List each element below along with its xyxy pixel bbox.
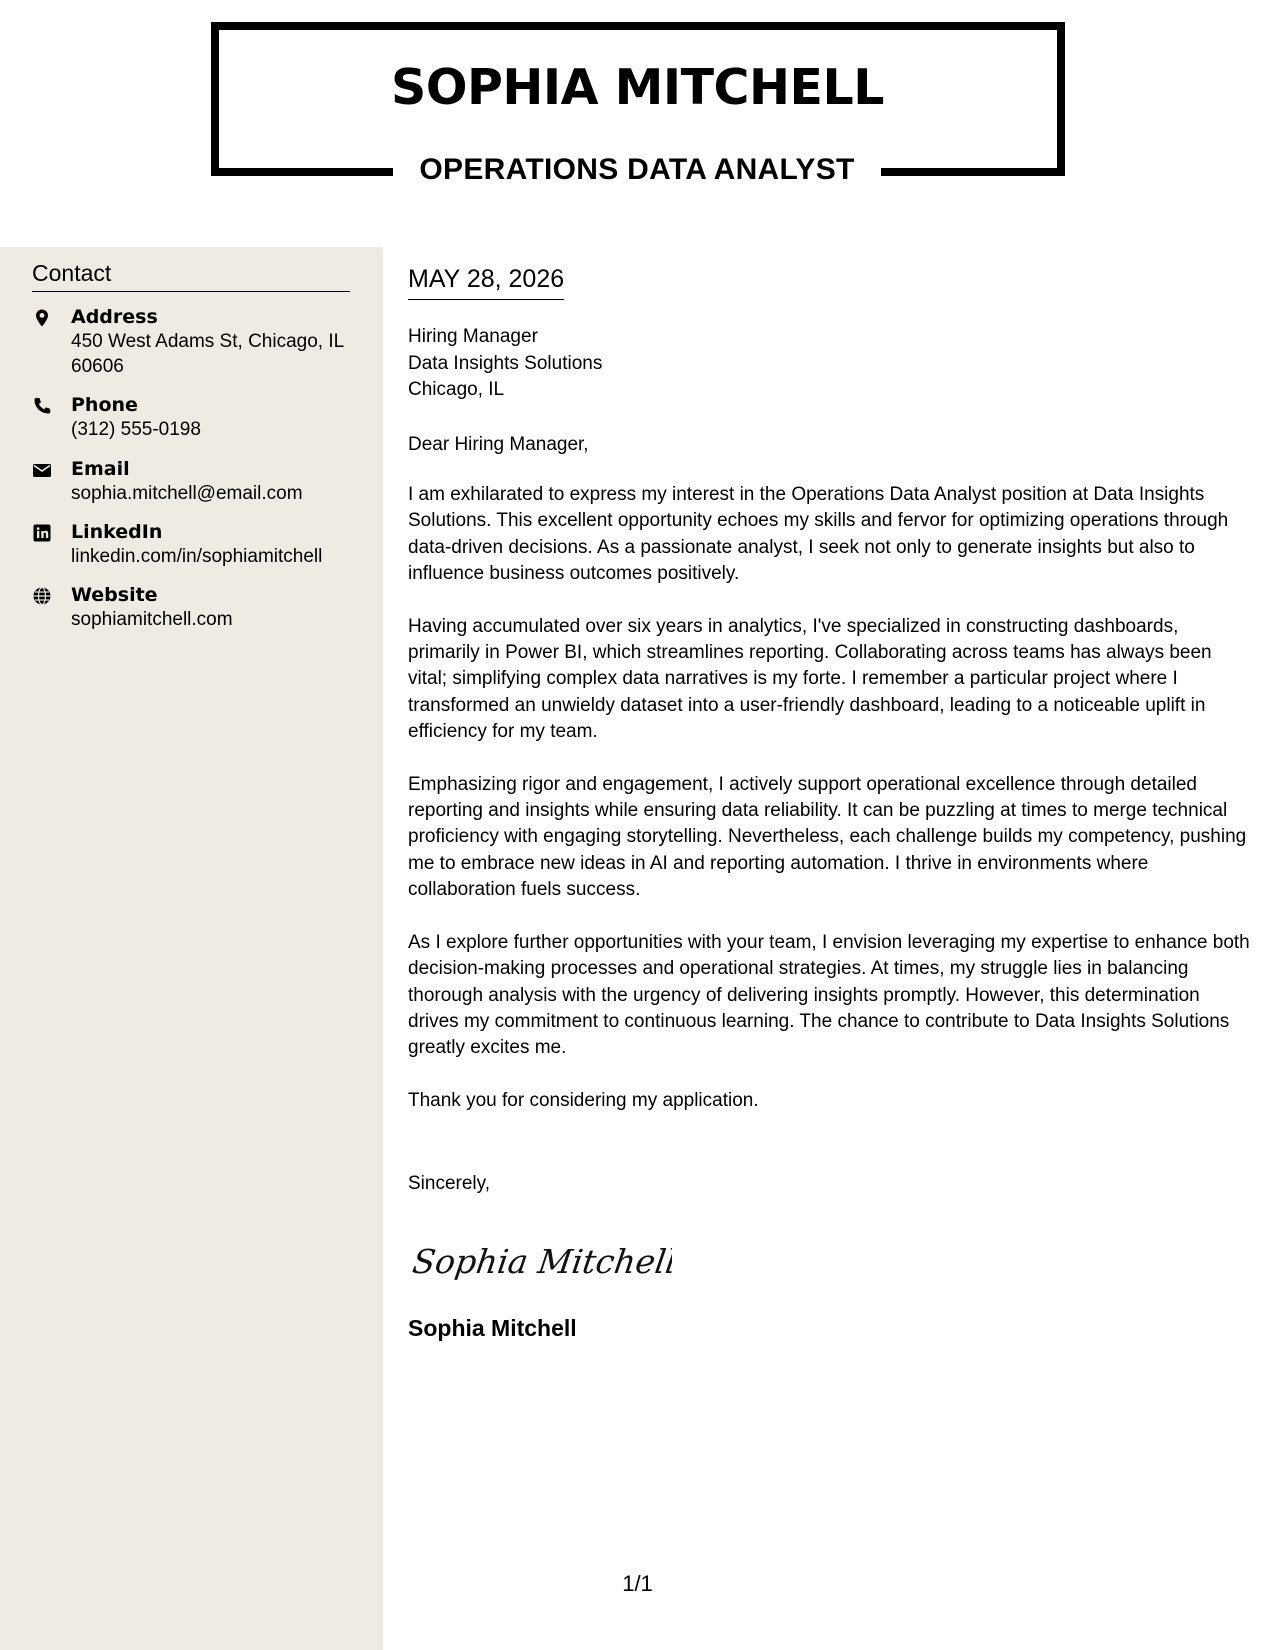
svg-text:Sophia Mitchell: Sophia Mitchell [412, 1242, 672, 1281]
closing: Sincerely, [408, 1173, 491, 1194]
handwritten-signature [412, 1225, 672, 1295]
page-number-text: 1/1 [622, 1571, 653, 1596]
contact-sidebar [0, 247, 383, 1650]
map-pin-icon [32, 308, 52, 328]
page-number [0, 1571, 1275, 1597]
job-title-container [393, 150, 881, 190]
contact-label: Address [71, 306, 158, 328]
body-paragraph: Having accumulated over six years in analytics, I've specialized in constructing dashboards, primarily in Power BI, which streamlines reporting. Collaborating across teams has always been vital; simplifying complex data narratives is my forte. I remember a particular project where I transformed an unwieldy dataset into a user-friendly dashboard, leading to a noticeable uplift in efficiency for my team. [408, 615, 1212, 743]
recipient-line: Data Insights Solutions [408, 352, 603, 374]
recipient-line: Hiring Manager [408, 326, 538, 347]
letter-body [408, 482, 1253, 1140]
globe-icon [32, 586, 52, 606]
contact-value: 450 West Adams St, Chicago, IL 60606 [71, 331, 344, 377]
contact-value: (312) 555-0198 [71, 419, 201, 440]
body-paragraph: As I explore further opportunities with your team, I envision leveraging my expertise to enhance both decision-making processes and operational strategies. At times, my struggle lies in balancing thorough analysis with the urgency of delivering insights promptly. However, this determination drives my commitment to continuous learning. The chance to contribute to Data Insights Solutions greatly excites me. [408, 931, 1250, 1059]
signer-name: Sophia Mitchell [408, 1315, 577, 1341]
contact-value: sophiamitchell.com [71, 609, 233, 630]
salutation: Dear Hiring Manager, [408, 434, 589, 455]
recipient-block [408, 324, 602, 404]
body-paragraph: Emphasizing rigor and engagement, I actively support operational excellence through detailed reporting and insights while ensuring data reliability. It can be puzzling at times to merge technical proficiency with engaging storytelling. Nevertheless, each challenge builds my competency, pushing me to embrace new ideas in AI and reporting automation. I thrive in environments where collaboration fuels success. [408, 773, 1247, 901]
envelope-icon [32, 460, 52, 480]
phone-icon [32, 396, 52, 416]
letter-date: MAY 28, 2026 [408, 264, 564, 300]
body-paragraph: Thank you for considering my application. [408, 1089, 759, 1111]
contact-label: Email [71, 458, 130, 480]
contact-label: Website [71, 584, 158, 606]
contact-label: LinkedIn [71, 521, 163, 543]
contact-value: linkedin.com/in/sophiamitchell [71, 546, 323, 567]
recipient-line: Chicago, IL [408, 379, 505, 400]
contact-heading: Contact [32, 260, 350, 292]
job-title: OPERATIONS DATA ANALYST [419, 153, 855, 186]
body-paragraph: I am exhilarated to express my interest in the Operations Data Analyst position at Data Insights Solutions. This excellent opportunity echoes my skills and fervor for optimizing operations through data-driven decisions. As a passionate analyst, I seek not only to generate insights but also to influence business outcomes positively. [408, 484, 1229, 585]
linkedin-icon [32, 523, 52, 543]
applicant-name: SOPHIA MITCHELL [391, 59, 884, 116]
contact-value: sophia.mitchell@email.com [71, 483, 303, 504]
contact-label: Phone [71, 394, 138, 416]
